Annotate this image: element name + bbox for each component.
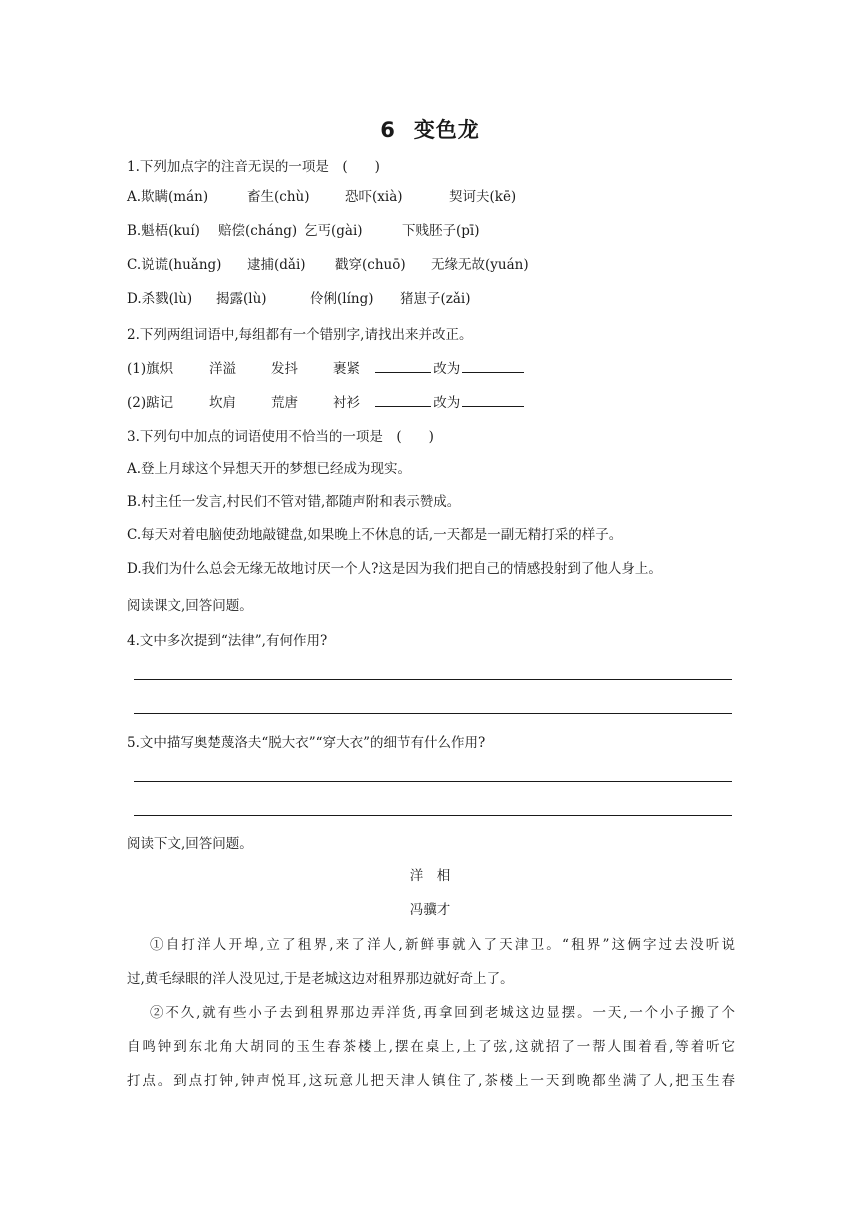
- article-p2-line3: 打点。到点打钟,钟声悦耳,这玩意儿把天津人镇住了,茶楼上一天到晚都坐满了人,把玉生春: [127, 1073, 735, 1089]
- q2-stem: 2.下列两组词语中,每组都有一个错别字,请找出来并改正。: [127, 327, 473, 343]
- article-p2-line2: 自鸣钟到东北角大胡同的玉生春茶楼上,摆在桌上,上了弦,这就招了一帮人围着看,等着听它: [127, 1039, 735, 1055]
- q2-g1-correct-blank[interactable]: [462, 359, 524, 373]
- article-p1-line2: 过,黄毛绿眼的洋人没见过,于是老城这边对租界那边就好奇上了。: [127, 971, 514, 987]
- q3-stem: 3.下列句中加点的词语使用不恰当的一项是 ( ): [127, 429, 434, 445]
- q1-option-b: B.魁梧(kuí) 赔偿(cháng) 乞丐(gài) 下贱胚子(pī): [127, 223, 480, 239]
- q2-group-1: (1)旗炽 洋溢 发抖 裹紧 改为: [127, 359, 526, 379]
- lesson-number: 6: [380, 118, 396, 142]
- reading-instruction-1: 阅读课文,回答问题。: [127, 598, 253, 614]
- q1-option-d: D.杀戮(lù) 揭露(lù) 伶俐(líng) 猪崽子(zǎi): [127, 291, 471, 307]
- q3-option-b: B.村主任一发言,村民们不管对错,都随声附和表示赞成。: [127, 494, 461, 510]
- q2-g1-wrong-blank[interactable]: [375, 359, 431, 373]
- q3-option-d: D.我们为什么总会无缘无故地讨厌一个人?这是因为我们把自己的情感投射到了他人身上。: [127, 561, 662, 577]
- q4-answer-line-2[interactable]: [134, 713, 732, 714]
- q4-answer-line-1[interactable]: [134, 679, 732, 680]
- q1-option-c: C.说谎(huǎng) 逮捕(dǎi) 戳穿(chuō) 无缘无故(yuán): [127, 257, 529, 273]
- article-p1-line1: ①自打洋人开埠,立了租界,来了洋人,新鲜事就入了天津卫。“租界”这俩字过去没听说: [150, 937, 735, 953]
- reading-instruction-2: 阅读下文,回答问题。: [127, 836, 253, 852]
- q5-answer-line-2[interactable]: [134, 815, 732, 816]
- lesson-title: 变色龙: [413, 118, 480, 142]
- q3-option-c: C.每天对着电脑使劲地敲键盘,如果晚上不休息的话,一天都是一副无精打采的样子。: [127, 527, 623, 543]
- q5-stem: 5.文中描写奥楚蔑洛夫“脱大衣”“穿大衣”的细节有什么作用?: [127, 735, 486, 751]
- article-author: 冯骥才: [409, 902, 451, 918]
- q2-g2-correct-blank[interactable]: [462, 393, 524, 407]
- q2-group-2: (2)踮记 坎肩 荒唐 衬衫 改为: [127, 393, 526, 413]
- q3-option-a: A.登上月球这个异想天开的梦想已经成为现实。: [127, 461, 412, 477]
- page-title: [0, 114, 860, 144]
- q1-stem: 1.下列加点字的注音无误的一项是 ( ): [127, 159, 380, 175]
- q5-answer-line-1[interactable]: [134, 781, 732, 782]
- article-title: 洋 相: [409, 868, 451, 884]
- article-p2-line1: ②不久,就有些小子去到租界那边弄洋货,再拿回到老城这边显摆。一天,一个小子搬了个: [150, 1005, 735, 1021]
- q1-option-a: A.欺瞒(mán) 畜生(chù) 恐吓(xià) 契诃夫(kē): [127, 189, 517, 205]
- q4-stem: 4.文中多次提到“法律”,有何作用?: [127, 633, 328, 649]
- q2-g2-wrong-blank[interactable]: [375, 393, 431, 407]
